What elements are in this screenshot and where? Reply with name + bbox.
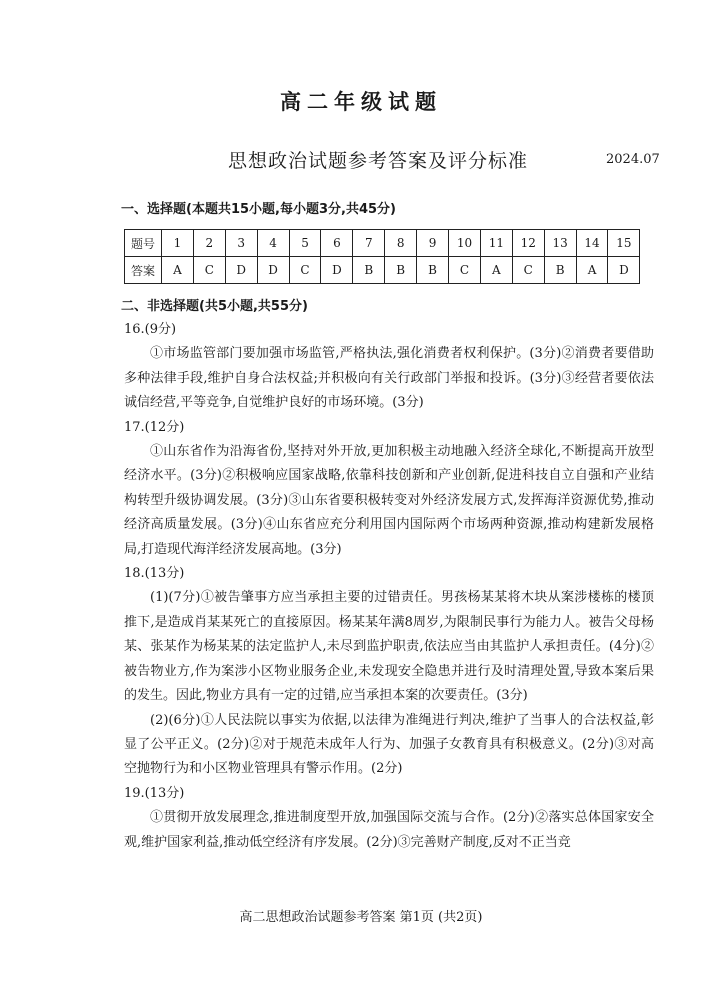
- document-date: 2024.07: [606, 152, 660, 167]
- question-number: 5: [289, 230, 321, 257]
- question-number: 2: [193, 230, 225, 257]
- answer-cell: B: [385, 257, 417, 284]
- document-title: 思想政治试题参考答案及评分标准: [228, 150, 529, 172]
- section2-heading: 二、非选择题(共5小题,共55分): [121, 299, 308, 314]
- question-17-answer: ①山东省作为沿海省份,坚持对外开放,更加积极主动地融入经济全球化,不断提高开放型经济水平。(3分)②积极响应国家战略,依靠科技创新和产业创新,促进科技自立自强和产业结构转型升级协调发展。(3分)③山东省要积极转变对外经济发展方式,发挥海洋资源优势,推动经济高质量发展。(3分)④山东省应充分利用国内国际两个市场两种资源,推动构建新发展格局,打造现代海洋经济发展高地。(3分): [124, 444, 654, 557]
- answer-cell: D: [225, 257, 257, 284]
- question-number: 1: [162, 230, 194, 257]
- answer-cell: C: [512, 257, 544, 284]
- answer-cell: D: [257, 257, 289, 284]
- row-label-answer: 答案: [125, 257, 162, 284]
- question-17-label: 17.(12分): [124, 419, 185, 435]
- question-number: 4: [257, 230, 289, 257]
- question-number: 12: [512, 230, 544, 257]
- question-18-part1-answer: (1)(7分)①被告肇事方应当承担主要的过错责任。男孩杨某某将木块从案涉楼栋的楼顶推下,是造成肖某某死亡的直接原因。杨某某年满8周岁,为限制民事行为能力人。被告父母杨某、张某作为杨某某的法定监护人,未尽到监护职责,依法应当由其监护人承担责任。(4分)②被告物业方,作为案涉小区物业服务企业,未发现安全隐患并进行及时清理处置,导致本案后果的发生。因此,物业方具有一定的过错,应当承担本案的次要责任。(3分): [124, 590, 654, 704]
- question-16-label: 16.(9分): [124, 322, 177, 337]
- answer-cell: C: [449, 257, 481, 284]
- question-number: 13: [544, 230, 576, 257]
- answer-cell: A: [162, 257, 194, 284]
- answers-body: [124, 318, 654, 855]
- answer-table-answer-row: [125, 257, 640, 284]
- answer-cell: B: [353, 257, 385, 284]
- question-number: 8: [385, 230, 417, 257]
- answer-cell: C: [193, 257, 225, 284]
- question-number: 9: [417, 230, 449, 257]
- question-number: 10: [449, 230, 481, 257]
- question-19-answer: ①贯彻开放发展理念,推进制度型开放,加强国际交流与合作。(2分)②落实总体国家安全观,维护国家利益,推动低空经济有序发展。(2分)③完善财产制度,反对不正当竞: [124, 810, 654, 850]
- answer-cell: A: [480, 257, 512, 284]
- question-number: 6: [321, 230, 353, 257]
- question-16-answer: ①市场监管部门要加强市场监管,严格执法,强化消费者权利保护。(3分)②消费者要借助多种法律手段,维护自身合法权益;并积极向有关行政部门举报和投诉。(3分)③经营者要依法诚信经营,平等竞争,自觉维护良好的市场环境。(3分): [124, 346, 654, 411]
- question-18-part2-answer: (2)(6分)①人民法院以事实为依据,以法律为准绳进行判决,维护了当事人的合法权益,彰显了公平正义。(2分)②对于规范未成年人行为、加强子女教育具有积极意义。(2分)③对高空抛物行为和小区物业管理具有警示作用。(2分): [124, 712, 654, 777]
- page-footer: 高二思想政治试题参考答案 第1页 (共2页): [239, 910, 483, 925]
- answer-table-number-row: [125, 230, 640, 257]
- grade-title: 高二年级试题: [280, 89, 442, 114]
- question-19-label: 19.(13分): [124, 785, 185, 801]
- answer-cell: D: [321, 257, 353, 284]
- answer-cell: B: [417, 257, 449, 284]
- question-18-label: 18.(13分): [124, 566, 185, 582]
- answer-table: [124, 229, 640, 284]
- question-number: 14: [576, 230, 608, 257]
- question-number: 11: [480, 230, 512, 257]
- answer-cell: D: [608, 257, 640, 284]
- answer-cell: A: [576, 257, 608, 284]
- row-label-number: 题号: [125, 230, 162, 257]
- answer-cell: C: [289, 257, 321, 284]
- question-number: 15: [608, 230, 640, 257]
- question-number: 7: [353, 230, 385, 257]
- question-number: 3: [225, 230, 257, 257]
- section1-heading: 一、选择题(本题共15小题,每小题3分,共45分): [121, 202, 396, 217]
- answer-cell: B: [544, 257, 576, 284]
